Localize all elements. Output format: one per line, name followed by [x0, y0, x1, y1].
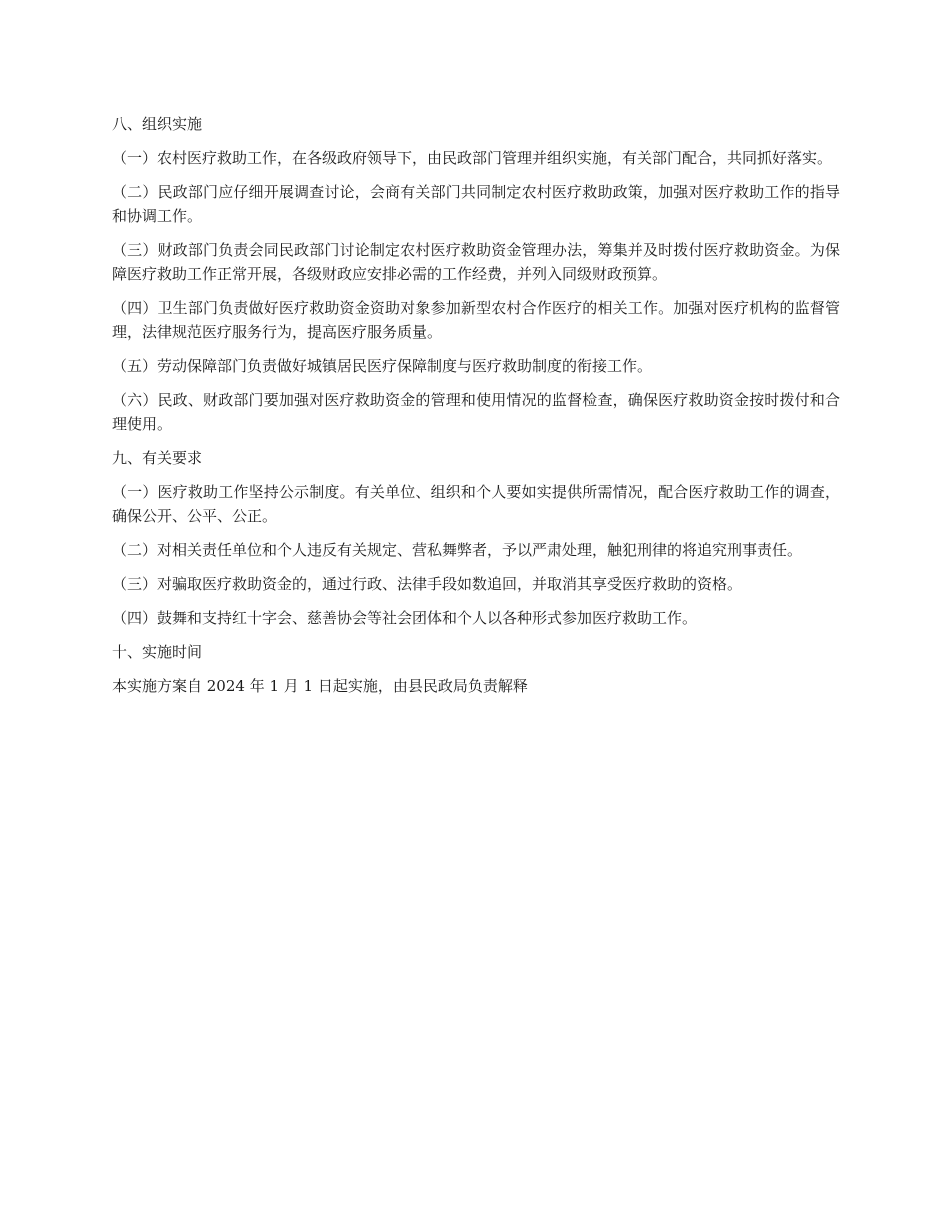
document-body — [112, 112, 840, 708]
section-heading: 十、实施时间 — [112, 643, 203, 661]
section-heading: 八、组织实施 — [112, 115, 203, 133]
paragraph: （三）对骗取医疗救助资金的，通过行政、法律手段如数追回，并取消其享受医疗救助的资格。 — [112, 575, 743, 593]
paragraph: （一）农村医疗救助工作，在各级政府领导下，由民政部门管理并组织实施，有关部门配合，共同抓好落实。 — [112, 149, 833, 167]
paragraph: （一）医疗救助工作坚持公示制度。有关单位、组织和个人要如实提供所需情况，配合医疗救助工作的调查，确保公开、公平、公正。 — [112, 483, 840, 525]
paragraph: （四）卫生部门负责做好医疗救助资金资助对象参加新型农村合作医疗的相关工作。加强对医疗机构的监督管理，法律规范医疗服务行为，提高医疗服务质量。 — [112, 299, 840, 341]
paragraph: 本实施方案自 2024 年 1 月 1 日起实施，由县民政局负责解释 — [112, 677, 528, 695]
paragraph: （四）鼓舞和支持红十字会、慈善协会等社会团体和个人以各种形式参加医疗救助工作。 — [112, 609, 698, 627]
paragraph: （六）民政、财政部门要加强对医疗救助资金的管理和使用情况的监督检查，确保医疗救助资金按时拨付和合理使用。 — [112, 391, 840, 433]
paragraph: （三）财政部门负责会同民政部门讨论制定农村医疗救助资金管理办法，筹集并及时拨付医疗救助资金。为保障医疗救助工作正常开展，各级财政应安排必需的工作经费，并列入同级财政预算。 — [112, 241, 840, 283]
paragraph: （五）劳动保障部门负责做好城镇居民医疗保障制度与医疗救助制度的衔接工作。 — [112, 357, 653, 375]
paragraph: （二）对相关责任单位和个人违反有关规定、营私舞弊者，予以严肃处理，触犯刑律的将追究刑事责任。 — [112, 541, 803, 559]
paragraph: （二）民政部门应仔细开展调查讨论，会商有关部门共同制定农村医疗救助政策，加强对医疗救助工作的指导和协调工作。 — [112, 183, 840, 225]
section-heading: 九、有关要求 — [112, 449, 203, 467]
